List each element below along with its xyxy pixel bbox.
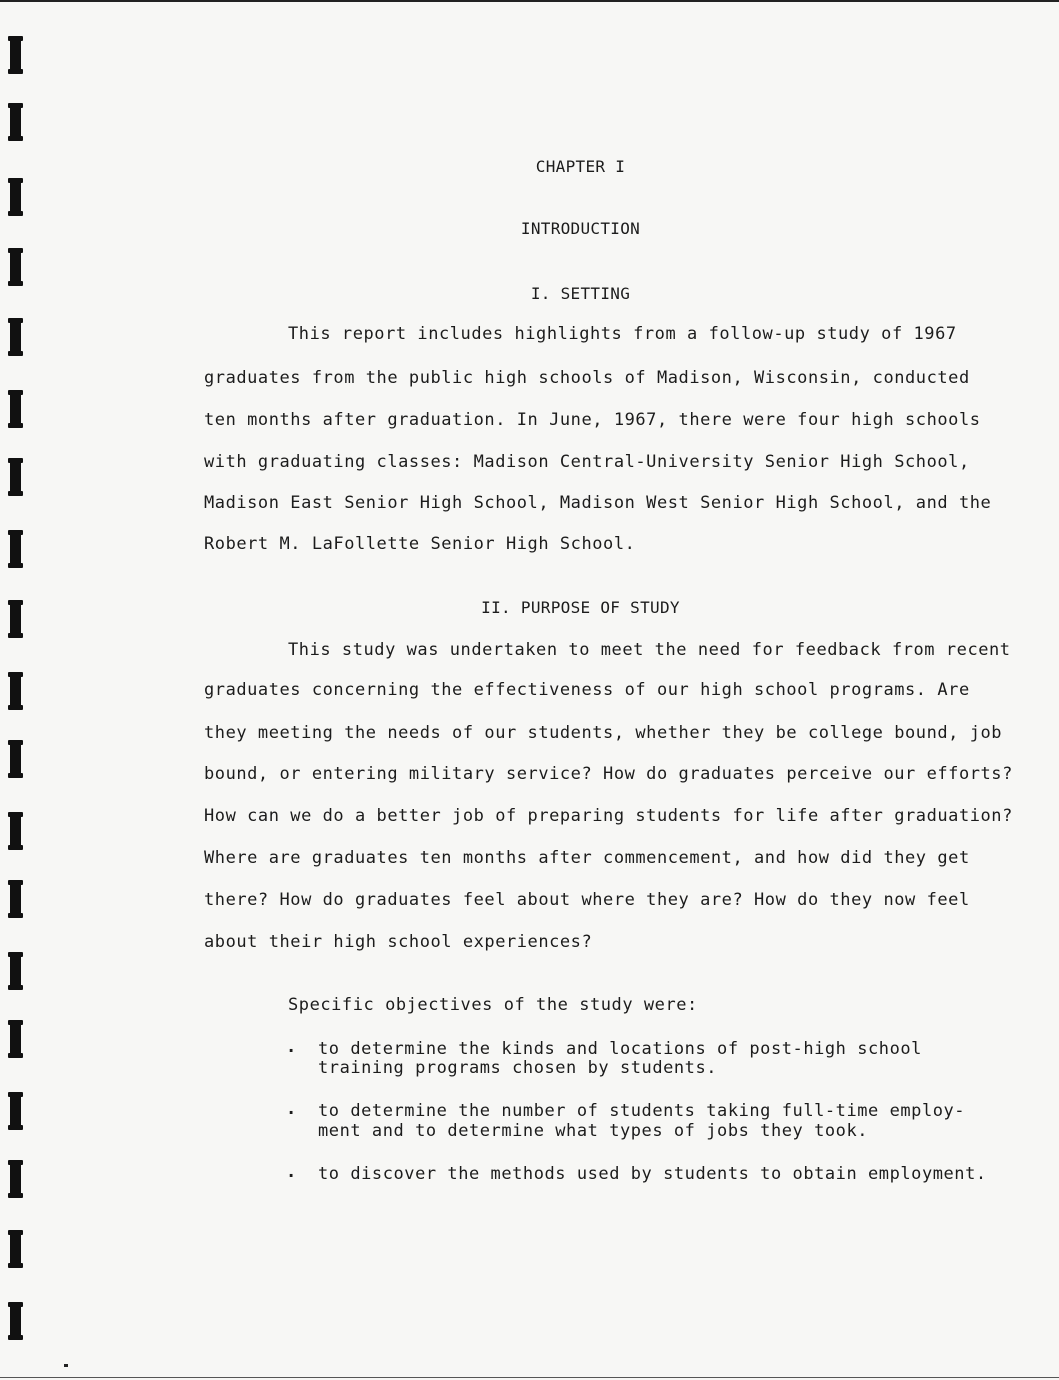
paragraph-line: Where are graduates ten months after commencement, and how did they get bbox=[204, 848, 970, 868]
section-heading-setting: I. SETTING bbox=[530, 284, 631, 303]
binding-hole bbox=[10, 178, 21, 216]
list-item-line: training programs chosen by students. bbox=[318, 1058, 718, 1078]
paragraph-line: ten months after graduation. In June, 1967, there were four high schools bbox=[204, 410, 981, 430]
binding-hole bbox=[10, 1092, 21, 1130]
chapter-title: INTRODUCTION bbox=[520, 219, 641, 238]
bullet-marker: . bbox=[286, 1162, 297, 1182]
binding-hole bbox=[10, 390, 21, 428]
list-item-line: to discover the methods used by students to obtain employment. bbox=[318, 1164, 987, 1184]
binding-hole bbox=[10, 812, 21, 850]
bullet-marker: . bbox=[286, 1037, 297, 1057]
paragraph-line: there? How do graduates feel about where they are? How do they now feel bbox=[204, 890, 970, 910]
chapter-heading: CHAPTER I bbox=[535, 157, 626, 176]
paragraph-line: they meeting the needs of our students, whether they be college bound, job bbox=[204, 723, 1003, 743]
objectives-intro: Specific objectives of the study were: bbox=[288, 995, 698, 1015]
binding-hole bbox=[10, 1302, 21, 1340]
list-item-line: ment and to determine what types of jobs they took. bbox=[318, 1121, 869, 1141]
binding-hole bbox=[10, 103, 21, 141]
paragraph-line: Madison East Senior High School, Madison West Senior High School, and the bbox=[204, 493, 992, 513]
binding-hole bbox=[10, 880, 21, 918]
paragraph-line: graduates from the public high schools of Madison, Wisconsin, conducted bbox=[204, 368, 970, 388]
paragraph-line: graduates concerning the effectiveness of our high school programs. Are bbox=[204, 680, 970, 700]
binding-holes bbox=[6, 0, 28, 1380]
paragraph-line: with graduating classes: Madison Central-University Senior High School, bbox=[204, 452, 970, 472]
binding-hole bbox=[10, 740, 21, 778]
binding-hole bbox=[10, 1160, 21, 1198]
binding-hole bbox=[10, 672, 21, 710]
binding-hole bbox=[10, 318, 21, 356]
list-item-line: to determine the kinds and locations of post-high school bbox=[318, 1039, 922, 1059]
binding-hole bbox=[10, 1230, 21, 1268]
list-item-line: to determine the number of students taking full-time employ- bbox=[318, 1101, 966, 1121]
binding-hole bbox=[10, 952, 21, 990]
binding-hole bbox=[10, 36, 21, 74]
page-top-border bbox=[0, 0, 1059, 2]
binding-hole bbox=[10, 458, 21, 496]
paragraph-line: This study was undertaken to meet the need for feedback from recent bbox=[288, 640, 1011, 660]
paragraph-line: bound, or entering military service? How do graduates perceive our efforts? bbox=[204, 764, 1013, 784]
paragraph-line: about their high school experiences? bbox=[204, 932, 593, 952]
binding-hole bbox=[10, 1020, 21, 1058]
page-bottom-rule bbox=[0, 1377, 1059, 1378]
section-heading-purpose: II. PURPOSE OF STUDY bbox=[481, 598, 680, 617]
paragraph-line: This report includes highlights from a follow-up study of 1967 bbox=[288, 324, 957, 344]
stray-mark bbox=[64, 1364, 68, 1367]
bullet-marker: . bbox=[286, 1099, 297, 1119]
paragraph-line: Robert M. LaFollette Senior High School. bbox=[204, 534, 636, 554]
paragraph-line: How can we do a better job of preparing students for life after graduation? bbox=[204, 806, 1013, 826]
binding-hole bbox=[10, 248, 21, 286]
binding-hole bbox=[10, 530, 21, 568]
